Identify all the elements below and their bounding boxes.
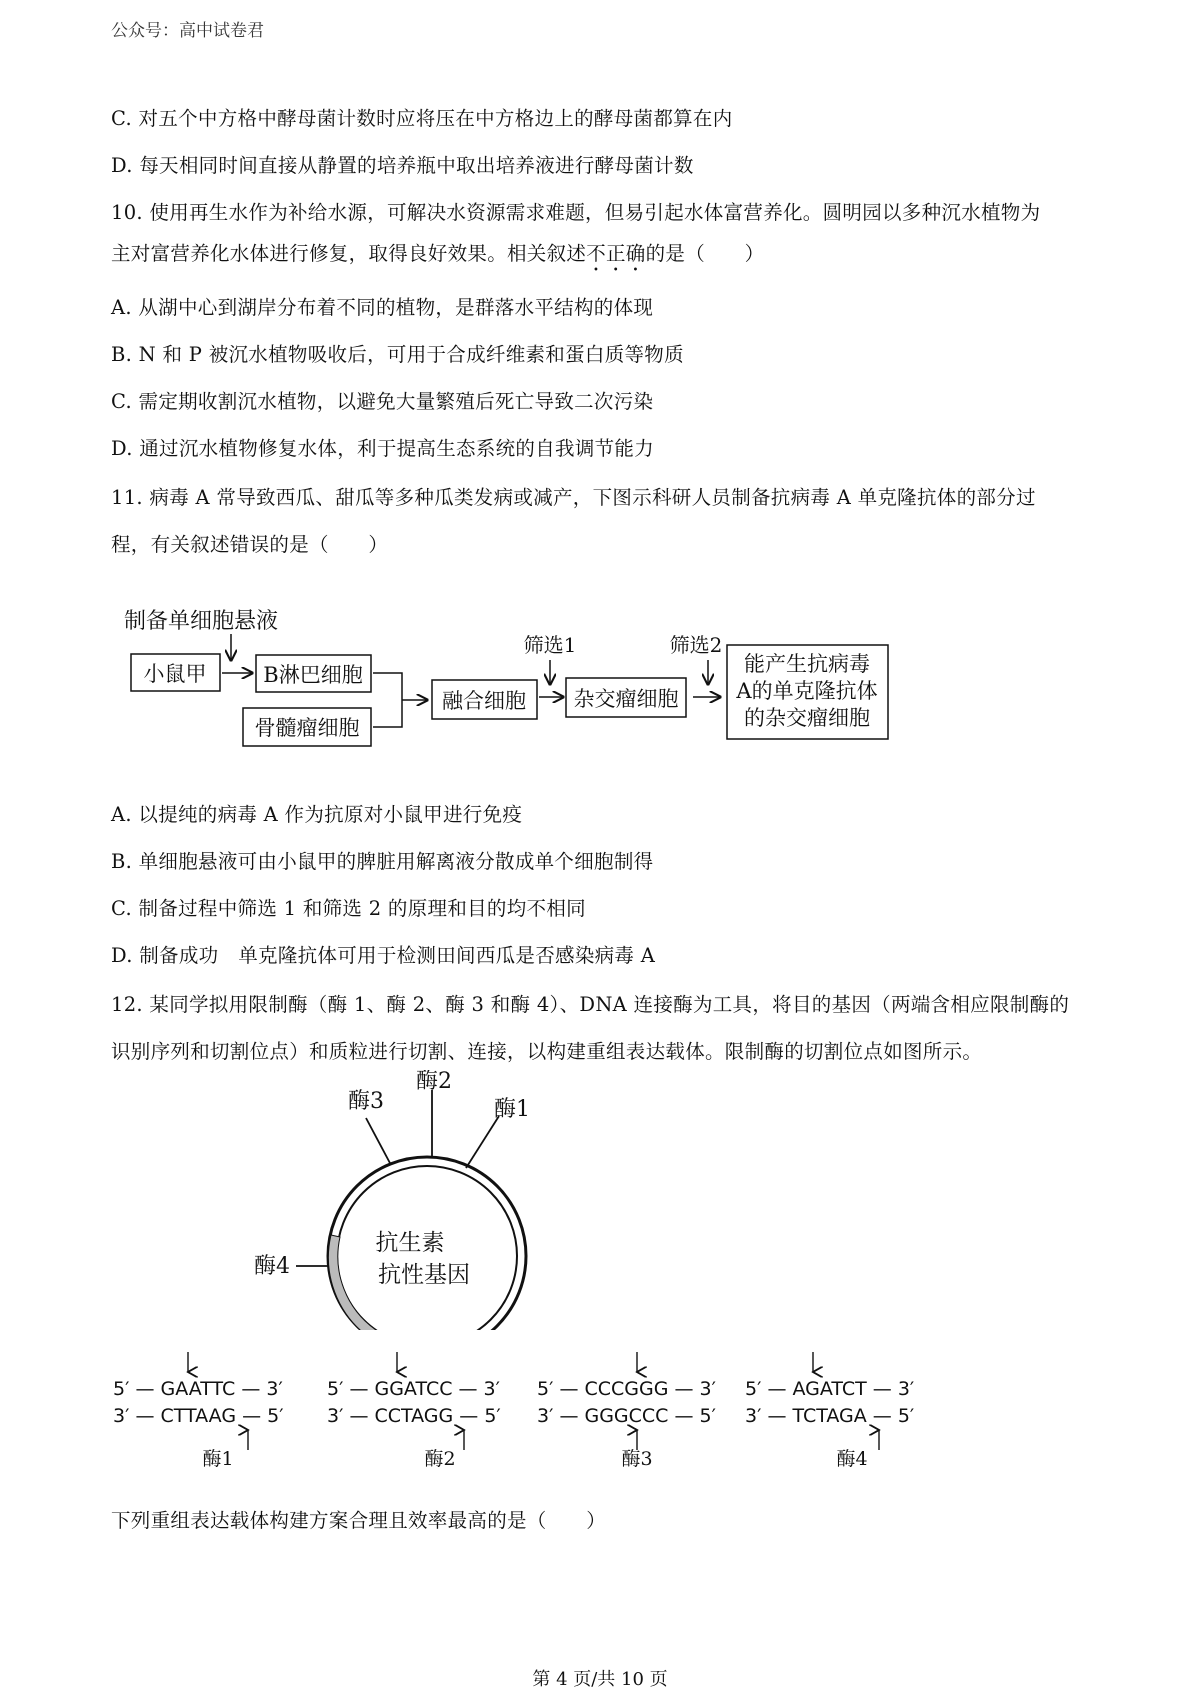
q11-stem-line1: 11. 病毒 A 常导致西瓜、甜瓜等多种瓜类发病或减产，下图示科研人员制备抗病毒 A 单克隆抗体的部分过	[111, 486, 1036, 509]
gene-label-1: 抗生素	[375, 1230, 445, 1256]
q10-stem-line1: 10. 使用再生水作为补给水源，可解决水资源需求难题，但易引起水体富营养化。圆明园以多种沉水植物为	[111, 201, 1041, 224]
q11-option-a: A. 以提纯的病毒 A 作为抗原对小鼠甲进行免疫	[111, 803, 523, 826]
antibody-flow-diagram	[0, 0, 1200, 760]
q10-stem-post: 的是（ ）	[645, 242, 765, 265]
site3-label: 酶3	[621, 1448, 653, 1470]
q10-option-d: D. 通过沉水植物修复水体，利于提高生态系统的自我调节能力	[111, 437, 655, 460]
enzyme1-site-line	[466, 1116, 499, 1168]
q12-stem-line2: 识别序列和切割位点）和质粒进行切割、连接，以构建重组表达载体。限制酶的切割位点如图所示。	[111, 1040, 983, 1063]
q10-stem-pre: 主对富营养化水体进行修复，取得良好效果。相关叙述	[111, 242, 587, 265]
q9-option-d: D. 每天相同时间直接从静置的培养瓶中取出培养液进行酵母菌计数	[111, 154, 694, 177]
q10-emphasis: 不正确	[586, 242, 646, 265]
enzyme3-site-line	[366, 1118, 391, 1165]
q11-stem-line2: 程，有关叙述错误的是（ ）	[111, 533, 389, 556]
q10-option-b: B. N 和 P 被沉水植物吸收后，可用于合成纤维素和蛋白质等物质	[111, 343, 684, 366]
site3-bottom-strand: 3′ — GGGCCC — 5′	[537, 1405, 716, 1427]
q9-option-c: C. 对五个中方格中酵母菌计数时应将压在中方格边上的酵母菌都算在内	[111, 107, 733, 130]
mouse-label: 小鼠甲	[143, 662, 207, 686]
site4-top-strand: 5′ — AGATCT — 3′	[745, 1378, 915, 1400]
prep-label: 制备单细胞悬液	[124, 609, 279, 634]
q12-stem-line1: 12. 某同学拟用限制酶（酶 1、酶 2、酶 3 和酶 4）、DNA 连接酶为工具，将目的基因（两端含相应限制酶的	[111, 993, 1070, 1016]
enzyme2-label: 酶2	[416, 1070, 452, 1094]
final-label-3: 的杂交瘤细胞	[744, 706, 870, 730]
merge-bracket	[373, 673, 402, 727]
hybridoma-label: 杂交瘤细胞	[573, 687, 679, 711]
q11-option-b: B. 单细胞悬液可由小鼠甲的脾脏用解离液分散成单个细胞制得	[111, 850, 654, 873]
site4-label: 酶4	[836, 1448, 868, 1470]
q11-option-c: C. 制备过程中筛选 1 和筛选 2 的原理和目的均不相同	[111, 897, 586, 920]
q10-option-c: C. 需定期收割沉水植物，以避免大量繁殖后死亡导致二次污染	[111, 390, 654, 413]
page-footer: 第 4 页/共 10 页	[532, 1669, 668, 1690]
q11-option-d: D. 制备成功 单克隆抗体可用于检测田间西瓜是否感染病毒 A	[111, 944, 656, 967]
site2-label: 酶2	[424, 1448, 456, 1470]
resistance-gene-segment	[328, 1235, 376, 1330]
b-cell-label: B淋巴细胞	[263, 663, 363, 687]
fused-label: 融合细胞	[442, 689, 526, 713]
site2-top-strand: 5′ — GGATCC — 3′	[327, 1378, 500, 1400]
enzyme4-label: 酶4	[254, 1254, 290, 1279]
screen1-label: 筛选1	[523, 633, 577, 657]
final-label-1: 能产生抗病毒	[744, 652, 870, 676]
site3-top-strand: 5′ — CCCGGG — 3′	[537, 1378, 716, 1400]
myeloma-label: 骨髓瘤细胞	[254, 716, 360, 740]
enzyme1-label: 酶1	[494, 1097, 530, 1122]
q10-option-a: A. 从湖中心到湖岸分布着不同的植物，是群落水平结构的体现	[111, 296, 654, 319]
q12-question: 下列重组表达载体构建方案合理且效率最高的是（ ）	[111, 1509, 607, 1532]
enzyme3-label: 酶3	[348, 1089, 384, 1114]
screen2-label: 筛选2	[669, 633, 723, 657]
gene-label-2: 抗性基因	[378, 1262, 470, 1288]
site1-bottom-strand: 3′ — CTTAAG — 5′	[113, 1405, 284, 1427]
site2-bottom-strand: 3′ — CCTAGG — 5′	[327, 1405, 501, 1427]
page-header: 公众号：高中试卷君	[111, 21, 264, 41]
final-label-2: A的单克隆抗体	[736, 679, 878, 703]
plasmid-diagram	[0, 1070, 1200, 1330]
site1-label: 酶1	[202, 1448, 234, 1470]
site1-top-strand: 5′ — GAATTC — 3′	[113, 1378, 283, 1400]
site4-bottom-strand: 3′ — TCTAGA — 5′	[745, 1405, 915, 1427]
restriction-sites-diagram	[0, 1350, 1200, 1470]
